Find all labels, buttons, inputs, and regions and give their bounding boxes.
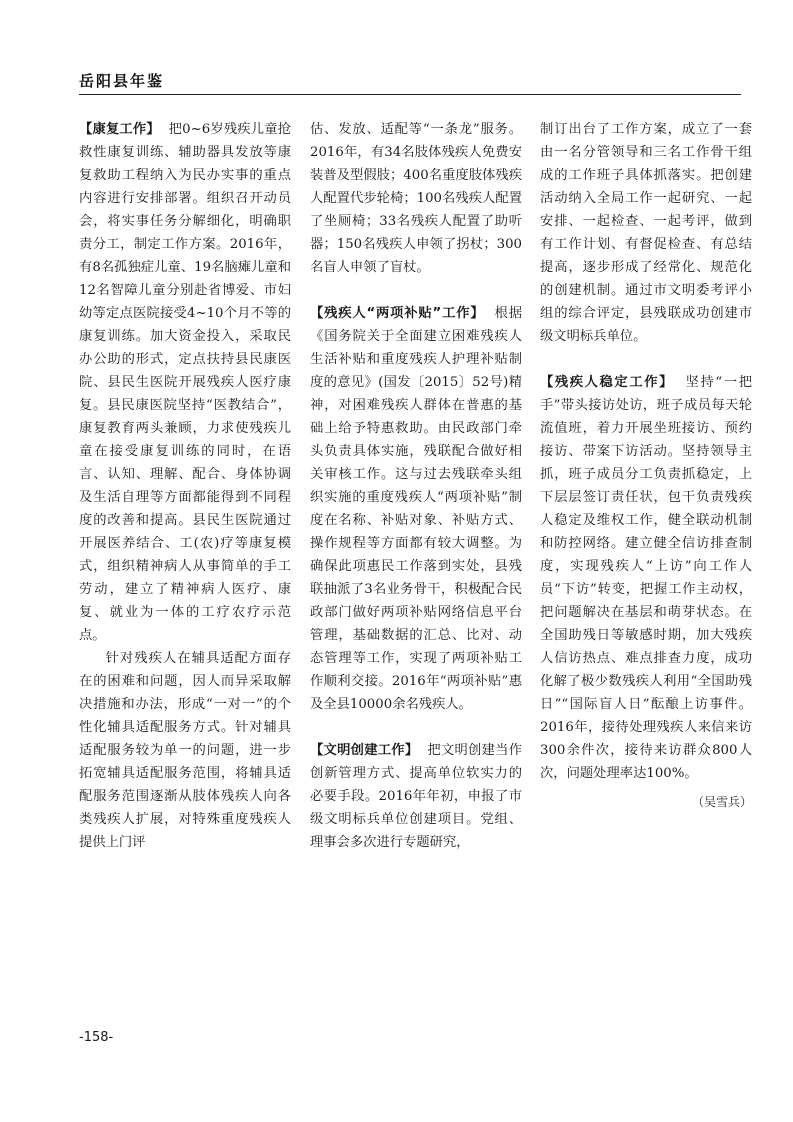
- header-rule: [79, 94, 741, 95]
- subsidy-section: [310, 302, 522, 716]
- rehab-para-2: 针对残疾人在辅具适配方面存在的困难和问题，因人而异采取解决措施和办法，形成“一对一”的个性化辅具适配服务方式。针对辅具适配服务较为单一的问题，进一步拓宽辅具适配服务范围，将辅具适配服务范围逐渐从肢体残疾人向各类残疾人扩展，对特殊重度残疾人提供上门评: [79, 651, 291, 850]
- stability-body: 坚持“一把手”带头接访处访，班子成员每天轮流值班，着力开展坐班接访、预约接访、带案下访活动。坚持领导主抓，班子成员分工负责抓稳定，上下层层签订责任状，包干负责残疾人稳定及维权工作，健全联动机制和防控网络。建立健全信访排查制度，实现残疾人“上访”向工作人员“下访”转变，把握工作主动权，把问题解决在基层和萌芽状态。在全国助残日等敏感时期，加大残疾人信访热点、难点排查力度，成功化解了极少数残疾人利用“全国助残日”“国际盲人日”酝酿上访事件。2016年，接待处理残疾人来信来访300余件次，接待来访群众800人次，问题处理率达100%。: [540, 375, 752, 781]
- page-number: -158-: [79, 1030, 114, 1045]
- section-heading-stability: 【残疾人稳定工作】: [540, 375, 674, 390]
- subsidy-body: 根据《国务院关于全面建立困难残疾人生活补贴和重度残疾人护理补贴制度的意见》(国发〔2015〕52号)精神，对困难残疾人群体在普惠的基础上给予特惠救助。由民政部门牵头负责具体实施，残联配合做好相关审核工作。这与过去残联牵头组织实施的重度残疾人“两项补贴”制度在名称、补贴对象、补贴方式、操作规程等方面都有较大调整。为确保此项惠民工作落到实处，县残联抽派了3名业务骨干，积极配合民政部门做好两项补贴网络信息平台管理，基础数据的汇总、比对、动态管理等工作，实现了两项补贴工作顺利交接。2016年“两项补贴”惠及全县10000余名残疾人。: [310, 306, 522, 712]
- civil-body: 把文明创建当作创新管理方式、提高单位软实力的必要手段。2016年年初，申报了市级文明标兵单位创建项目。党组、理事会多次进行专题研究，: [310, 743, 522, 850]
- section-heading-subsidy: 【残疾人“两项补贴”工作】: [310, 306, 485, 321]
- stability-section: [540, 371, 752, 785]
- section-heading-civil: 【文明创建工作】: [310, 743, 419, 758]
- rehab-section: [79, 118, 291, 647]
- civil-section: [310, 739, 522, 854]
- column-2: [310, 118, 522, 854]
- author-credit: （吴雪兵）: [691, 795, 752, 809]
- civil-body-continued: 制订出台了工作方案，成立了一套由一名分管领导和三名工作骨干组成的工作班子具体抓落实。把创建活动纳入全局工作一起研究、一起安排、一起检查、一起考评，做到有工作计划、有督促检查、有总结提高，逐步形成了经常化、规范化的创建机制。通过市文明委考评小组的综合评定，县残联成功创建市级文明标兵单位。: [540, 122, 752, 344]
- column-1: [79, 118, 291, 854]
- section-heading-rehab: 【康复工作】: [79, 122, 160, 137]
- running-header: 岳阳县年鉴: [79, 72, 165, 90]
- column-3: [540, 118, 752, 814]
- rehab-body: 把0~6岁残疾儿童抢救性康复训练、辅助器具发放等康复救助工程纳入为民办实事的重点内容进行安排部署。组织召开动员会，将实事任务分解细化，明确职责分工，制定工作方案。2016年，有8名孤独症儿童、19名脑瘫儿童和12名智障儿童分别赴省博爱、市妇幼等定点医院接受4~10个月不等的康复训练。加大资金投入，采取民办公助的形式，定点扶持县民康医院、县民生医院开展残疾人医疗康复。县民康医院坚持“医教结合”，康复教育两头兼顾，力求使残疾儿童在接受康复训练的同时，在语言、认知、理解、配合、身体协调及生活自理等方面都能得到不同程度的改善和提高。县民生医院通过开展医养结合、工(农)疗等康复模式，组织精神病人从事简单的手工劳动，建立了精神病人医疗、康复、就业为一体的工疗农疗示范点。: [79, 122, 291, 643]
- rehab-para-2-continued: 估、发放、适配等“一条龙”服务。2016年，有34名肢体残疾人免费安装普及型假肢；400名重度肢体残疾人配置代步轮椅；100名残疾人配置了坐厕椅；33名残疾人配置了助听器；150名残疾人申领了拐杖；300名盲人申领了盲杖。: [310, 122, 522, 275]
